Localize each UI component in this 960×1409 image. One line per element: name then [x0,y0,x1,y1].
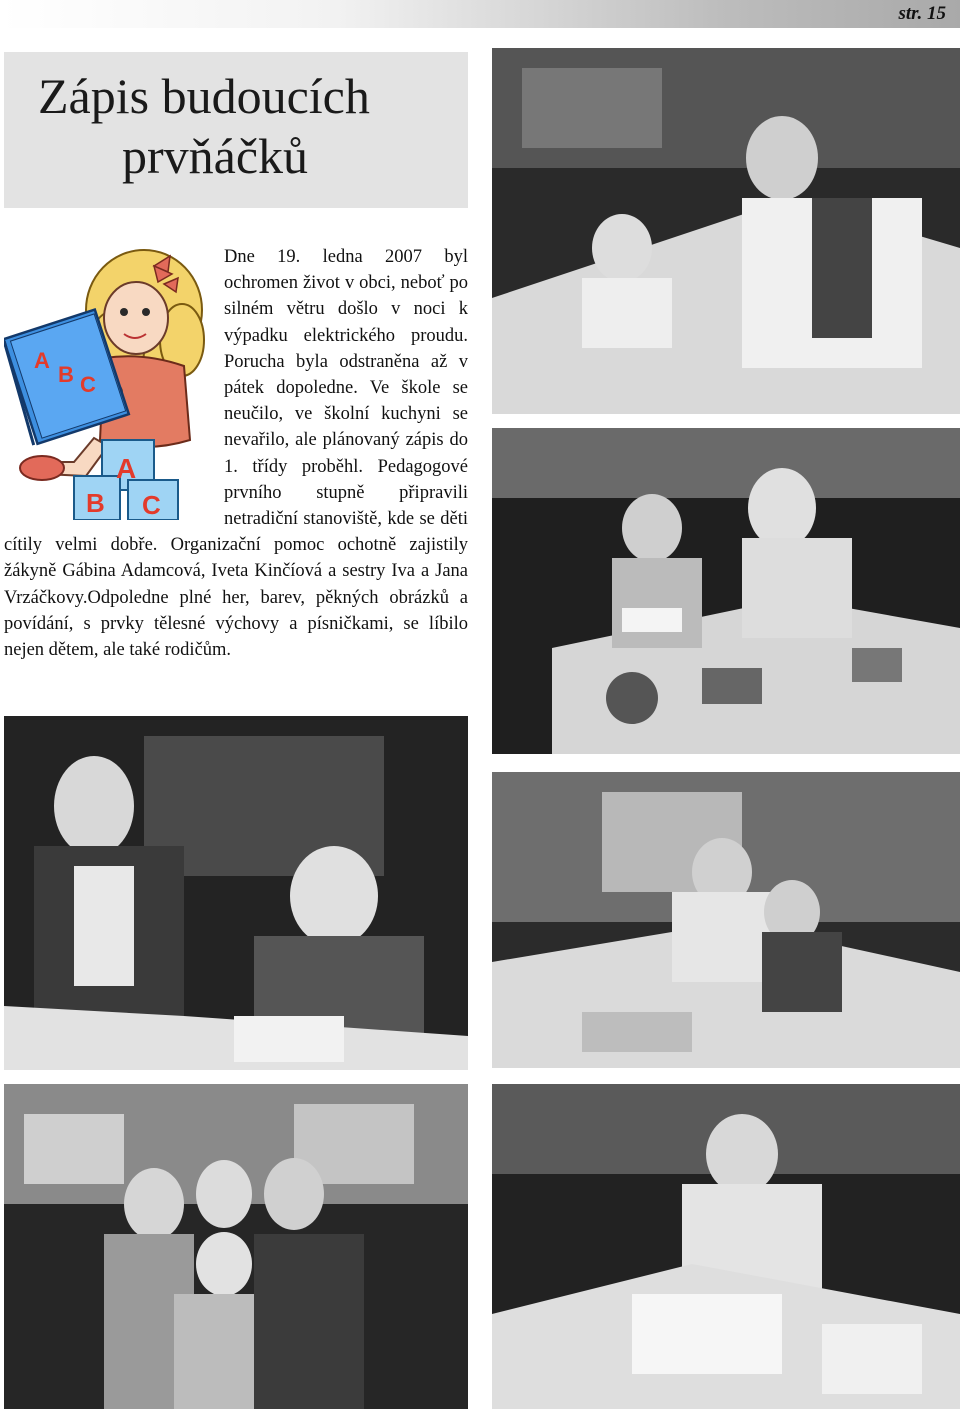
photo-group-of-girls [4,1084,468,1409]
article-text: Dne 19. ledna 2007 byl ochromen život v obci, neboť po silném větru došlo v noci k výpadku elektrického proudu. Porucha byla odstraněna až v pátek dopoledne. Ve škole se neučilo, ve školní kuchyni se nevařilo, ale plánovaný zápis do 1. třídy proběhl. Pedagogové prvního stupně připravili netradiční stanoviště, kde se děti cítily velmi dobře. Organizační pomoc ochotně zajistily žákyně Gábina Adamcová, Iveta Kinčíová a sestry Iva a Jana Vrzáčkovy.Odpoledne plné her, barev, pěkných obrázků a povídání, s prvky tělesné výchovy a písničkami, se líbilo nejen dětem, ale také rodičům. [4,247,468,661]
book-letter-b: B [58,362,74,387]
photo-children-with-blocks [492,428,960,754]
block-letter-b: B [86,488,105,518]
page-header [0,0,960,28]
photo-teacher-and-boy [4,716,468,1070]
block-letter-c: C [142,490,161,520]
page-number: str. 15 [898,3,946,24]
book-letter-a: A [34,348,50,373]
title-box [4,52,468,208]
book-letter-c: C [80,372,96,397]
article-body [4,244,468,663]
block-letter-a: A [116,453,137,484]
photo-girl-drawing [492,1084,960,1409]
photo-puzzle-table [492,772,960,1068]
clipart-float-space [4,244,224,530]
article-title-line2: prvňáčků [122,128,309,184]
article-title-line1: Zápis budoucích [38,68,370,124]
photo-teacher-girl-drawing [492,48,960,414]
